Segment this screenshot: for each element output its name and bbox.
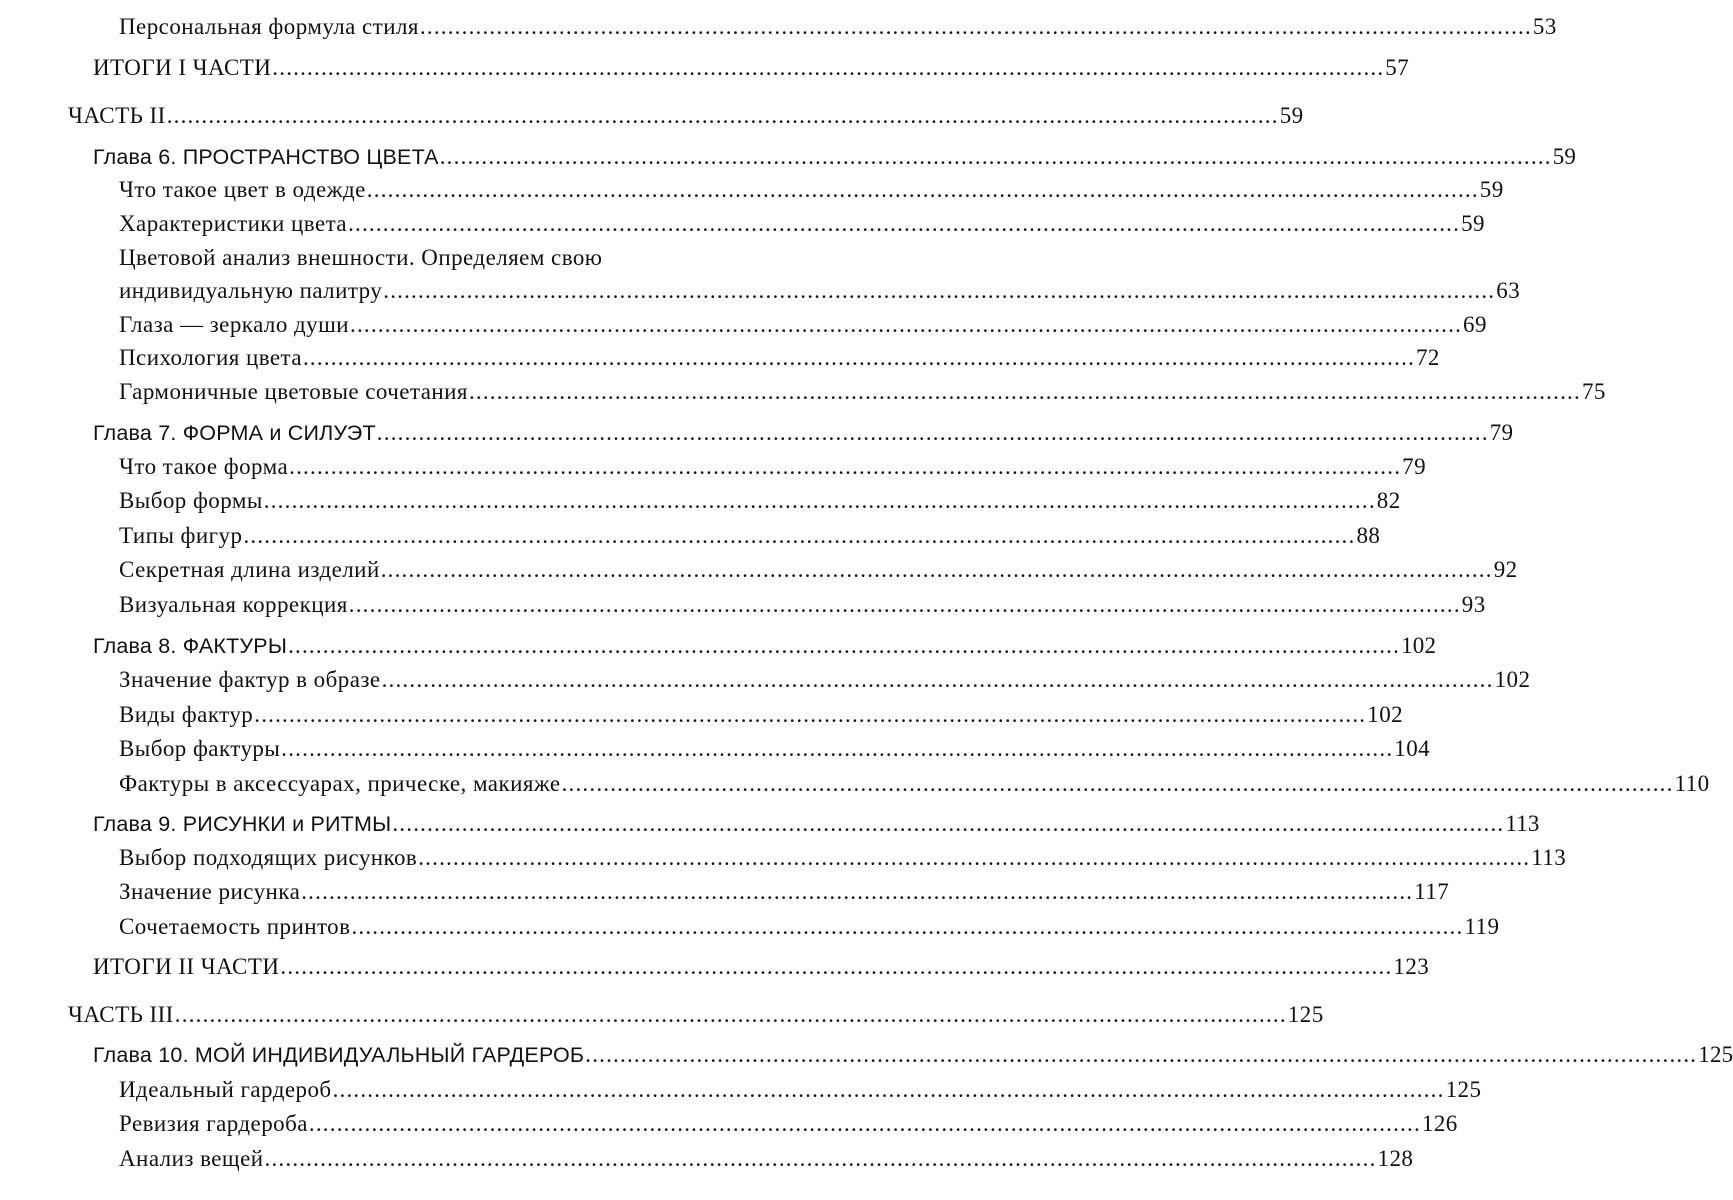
dot-leader: ................................................................................................................................................................: [264, 1146, 1377, 1171]
toc-entry-line: [119, 310, 1487, 340]
dot-leader: ................................................................................................................................................................: [419, 14, 1532, 39]
toc-entry-line: [119, 377, 1606, 407]
dot-leader: ................................................................................................................................................................: [383, 278, 1496, 303]
toc-entry-line: [119, 1109, 1458, 1139]
toc-entry-title: Секретная длина изделий: [119, 557, 380, 582]
toc-section-entry: [0, 209, 1485, 239]
toc-entry-page-number: 72: [1415, 345, 1440, 370]
toc-entry-page-number: 63: [1496, 278, 1521, 303]
toc-section-entry: [0, 486, 1401, 516]
dot-leader: ................................................................................................................................................................: [254, 702, 1367, 727]
dot-leader: ................................................................................................................................................................: [308, 1111, 1421, 1136]
toc-entry-page-number: 102: [1494, 667, 1531, 692]
toc-entry-line: [119, 486, 1401, 516]
dot-leader: ................................................................................................................................................................: [380, 557, 1493, 582]
toc-entry-line: [93, 1040, 1733, 1070]
toc-entry-title: индивидуальную палитру: [119, 278, 383, 303]
toc-section-entry: [0, 343, 1440, 373]
toc-entry-page-number: 59: [1461, 211, 1485, 236]
toc-entry-title: Глава 6. ПРОСТРАНСТВО ЦВЕТА: [93, 145, 439, 169]
toc-entry-title: Анализ вещей: [119, 1146, 264, 1171]
toc-entry-page-number: 75: [1581, 379, 1606, 404]
toc-entry-page-number: 59: [1279, 103, 1304, 128]
toc-entry-title: Выбор подходящих рисунков: [119, 845, 418, 870]
dot-leader: ................................................................................................................................................................: [243, 523, 1356, 548]
toc-section-entry: [0, 769, 1710, 799]
dot-leader: ................................................................................................................................................................: [366, 177, 1479, 202]
dot-leader: ................................................................................................................................................................: [348, 211, 1461, 236]
dot-leader: ................................................................................................................................................................: [468, 379, 1581, 404]
toc-entry-title: Что такое цвет в одежде: [119, 177, 366, 202]
toc-entry-title: Глава 7. ФОРМА и СИЛУЭТ: [93, 421, 376, 445]
toc-entry-line: [119, 209, 1485, 239]
toc-section-entry: [0, 452, 1427, 482]
toc-entry-line: [119, 700, 1404, 730]
toc-entry-title: Значение фактур в образе: [119, 667, 381, 692]
toc-entry-title: Что такое форма: [119, 454, 289, 479]
toc-entry-page-number: 113: [1531, 845, 1567, 870]
toc-entry-page-number: 119: [1464, 914, 1500, 939]
toc-entry-page-number: 82: [1376, 488, 1401, 513]
dot-leader: ................................................................................................................................................................: [280, 954, 1393, 979]
toc-entry-line: [93, 952, 1430, 982]
toc-entry-title: Глаза — зеркало души: [119, 312, 350, 337]
toc-section-entry: [0, 843, 1567, 873]
dot-leader: ................................................................................................................................................................: [351, 914, 1464, 939]
toc-entry-title-line1: Цветовой анализ внешности. Определяем свою: [119, 245, 603, 270]
toc-entry-line: [119, 276, 1521, 306]
toc-entry-line: [119, 877, 1450, 907]
toc-section-entry: [0, 310, 1487, 340]
toc-entry-page-number: 59: [1479, 177, 1504, 202]
toc-entry-title: Психология цвета: [119, 345, 302, 370]
toc-entry-page-number: 117: [1414, 879, 1450, 904]
toc-part-entry: [0, 1000, 1324, 1030]
toc-entry-page-number: 93: [1461, 592, 1486, 617]
toc-entry-line: [119, 343, 1440, 373]
dot-leader: ................................................................................................................................................................: [263, 488, 1376, 513]
toc-entry-title: Характеристики цвета: [119, 211, 348, 236]
toc-entry-title: Типы фигур: [119, 523, 243, 548]
toc-section-entry: [0, 245, 1521, 306]
toc-entry-page-number: 69: [1463, 312, 1487, 337]
dot-leader: ................................................................................................................................................................: [350, 312, 1463, 337]
toc-entry-line: [93, 418, 1514, 448]
toc-entry-page-number: 92: [1493, 557, 1518, 582]
dot-leader: ................................................................................................................................................................: [288, 633, 1401, 658]
toc-entry-title: Значение рисунка: [119, 879, 301, 904]
toc-entry-line: [119, 590, 1486, 620]
toc-chapter-entry: [0, 53, 1410, 83]
dot-leader: ................................................................................................................................................................: [302, 345, 1415, 370]
toc-section-entry: [0, 1075, 1482, 1105]
toc-entry-page-number: 126: [1421, 1111, 1458, 1136]
toc-section-entry: [0, 175, 1504, 205]
dot-leader: ................................................................................................................................................................: [272, 55, 1385, 80]
toc-entry-line: [119, 521, 1381, 551]
toc-entry-page-number: 57: [1385, 55, 1410, 80]
toc-entry-title: Фактуры в аксессуарах, прическе, макияже: [119, 771, 561, 796]
toc-entry-page-number: 88: [1356, 523, 1381, 548]
toc-chapter-entry: [0, 809, 1540, 839]
toc-entry-line: [119, 1144, 1414, 1174]
dot-leader: ................................................................................................................................................................: [166, 103, 1279, 128]
dot-leader: ................................................................................................................................................................: [381, 667, 1494, 692]
toc-section-entry: [0, 877, 1450, 907]
toc-entry-line: [119, 912, 1500, 942]
toc-section-entry: [0, 734, 1431, 764]
toc-section-entry: [0, 521, 1381, 551]
toc-entry-line: [93, 631, 1437, 661]
toc-part-entry: [0, 101, 1304, 131]
toc-entry-line: [93, 142, 1577, 172]
toc-entry-title: Персональная формула стиля: [119, 14, 419, 39]
toc-entry-line: [119, 843, 1567, 873]
toc-entry-page-number: 102: [1401, 633, 1437, 658]
dot-leader: ................................................................................................................................................................: [301, 879, 1414, 904]
toc-entry-title: Виды фактур: [119, 702, 254, 727]
toc-entry-page-number: 113: [1505, 811, 1540, 836]
toc-entry-line: [119, 665, 1531, 695]
toc-entry-page-number: 125: [1698, 1042, 1733, 1067]
dot-leader: ................................................................................................................................................................: [348, 592, 1461, 617]
toc-entry-line: [119, 12, 1557, 42]
toc-section-entry: [0, 590, 1486, 620]
toc-section-entry: [0, 1144, 1414, 1174]
toc-entry-line: [119, 175, 1504, 205]
dot-leader: ................................................................................................................................................................: [281, 736, 1394, 761]
toc-entry-page-number: 102: [1367, 702, 1404, 727]
toc-entry-title: Глава 9. РИСУНКИ и РИТМЫ: [93, 812, 392, 836]
dot-leader: ................................................................................................................................................................: [439, 144, 1552, 169]
toc-entry-line: [119, 1075, 1482, 1105]
toc-entry-line: [93, 809, 1540, 839]
toc-entry-title: Сочетаемость принтов: [119, 914, 351, 939]
dot-leader: ................................................................................................................................................................: [418, 845, 1531, 870]
toc-section-entry: [0, 912, 1500, 942]
toc-section-entry: [0, 665, 1531, 695]
toc-entry-page-number: 79: [1402, 454, 1427, 479]
toc-entry-title: Глава 10. МОЙ ИНДИВИДУАЛЬНЫЙ ГАРДЕРОБ: [93, 1043, 585, 1067]
toc-entry-title: Идеальный гардероб: [119, 1077, 332, 1102]
toc-entry-line: [119, 769, 1710, 799]
dot-leader: ................................................................................................................................................................: [561, 771, 1674, 796]
toc-section-entry: [0, 700, 1404, 730]
toc-section-entry: [0, 377, 1606, 407]
toc-entry-title: Глава 8. ФАКТУРЫ: [93, 634, 288, 658]
toc-entry-page-number: 125: [1287, 1002, 1324, 1027]
toc-entry-page-number: 104: [1394, 736, 1431, 761]
toc-entry-page-number: 110: [1674, 771, 1710, 796]
toc-entry-line: [93, 53, 1410, 83]
dot-leader: ................................................................................................................................................................: [392, 811, 1505, 836]
toc-entry-page-number: 53: [1532, 14, 1557, 39]
toc-chapter-entry: [0, 952, 1430, 982]
toc-section-entry: [0, 1109, 1458, 1139]
toc-chapter-entry: [0, 142, 1577, 172]
toc-entry-page-number: 59: [1552, 144, 1577, 169]
toc-entry-title: Выбор фактуры: [119, 736, 281, 761]
toc-entry-title: Визуальная коррекция: [119, 592, 348, 617]
dot-leader: ................................................................................................................................................................: [332, 1077, 1445, 1102]
dot-leader: ................................................................................................................................................................: [376, 420, 1489, 445]
toc-chapter-entry: [0, 1040, 1733, 1070]
dot-leader: ................................................................................................................................................................: [174, 1002, 1287, 1027]
toc-entry-line: [68, 1000, 1324, 1030]
toc-entry-page-number: 123: [1393, 954, 1430, 979]
toc-entry-title: Выбор формы: [119, 488, 263, 513]
toc-section-entry: [0, 12, 1557, 42]
dot-leader: ................................................................................................................................................................: [289, 454, 1402, 479]
toc-entry-page-number: 79: [1489, 420, 1514, 445]
toc-entry-title: Гармоничные цветовые сочетания: [119, 379, 468, 404]
toc-entry-line: [119, 555, 1518, 585]
toc-entry-title: Ревизия гардероба: [119, 1111, 308, 1136]
toc-chapter-entry: [0, 631, 1437, 661]
toc-entry-page-number: 125: [1445, 1077, 1482, 1102]
toc-entry-line: [119, 734, 1431, 764]
toc-entry-line: [68, 101, 1304, 131]
dot-leader: ................................................................................................................................................................: [585, 1042, 1698, 1067]
toc-entry-page-number: 128: [1377, 1146, 1414, 1171]
toc-entry-title: ИТОГИ I ЧАСТИ: [93, 55, 272, 80]
toc-entry-line: [119, 452, 1427, 482]
toc-entry-title: ЧАСТЬ III: [68, 1002, 174, 1027]
toc-entry-title: ЧАСТЬ II: [68, 103, 166, 128]
toc-chapter-entry: [0, 418, 1514, 448]
toc-entry-title: ИТОГИ II ЧАСТИ: [93, 954, 280, 979]
toc-section-entry: [0, 555, 1518, 585]
